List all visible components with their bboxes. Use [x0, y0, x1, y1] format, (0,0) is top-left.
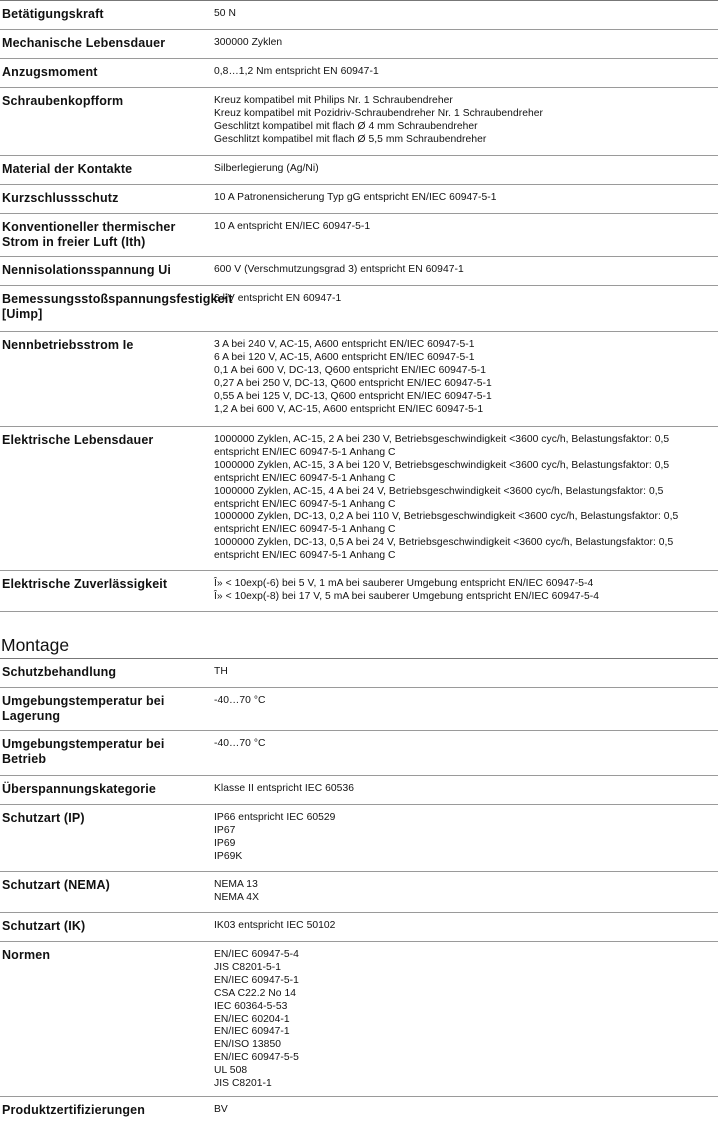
- spec-value-line: 0,8…1,2 Nm entspricht EN 60947-1: [214, 66, 379, 77]
- spec-value-line: Kreuz kompatibel mit Philips Nr. 1 Schraubendreher: [214, 95, 453, 106]
- spec-value-line: entspricht EN/IEC 60947-5-1 Anhang C: [214, 550, 396, 562]
- spec-row: [0, 687, 718, 730]
- spec-value: [214, 8, 716, 21]
- spec-row: [0, 87, 718, 155]
- spec-label: Nennbetriebsstrom Ie: [2, 338, 134, 352]
- spec-value-line: CSA C22.2 No 14: [214, 987, 297, 999]
- spec-row: [0, 871, 718, 912]
- spec-row: [0, 155, 718, 184]
- spec-value: [214, 738, 716, 751]
- spec-value-line: -40…70 °C: [214, 738, 266, 749]
- spec-label: Mechanische Lebensdauer: [2, 36, 166, 50]
- spec-label: Umgebungstemperatur bei Betrieb: [2, 737, 165, 766]
- spec-label: Nennisolationsspannung Ui: [2, 263, 172, 277]
- spec-label: Normen: [2, 948, 51, 962]
- spec-value: [214, 783, 716, 796]
- spec-value-line: 0,27 A bei 250 V, DC-13, Q600 entspricht EN/IEC 60947-5-1: [214, 377, 492, 389]
- spec-row: [0, 775, 718, 804]
- spec-value-line: 50 N: [214, 8, 236, 19]
- spec-row: [0, 1096, 718, 1121]
- spec-value-line: JIS C8201-1: [214, 1078, 272, 1090]
- spec-value: [214, 66, 716, 79]
- spec-value-line: 1000000 Zyklen, AC-15, 4 A bei 24 V, Betriebsgeschwindigkeit <3600 cyc/h, Belastungsfaktor: 0,5: [214, 485, 664, 497]
- spec-row: [0, 912, 718, 941]
- spec-value-line: 1,2 A bei 600 V, AC-15, A600 entspricht EN/IEC 60947-5-1: [214, 403, 484, 415]
- spec-value-line: IEC 60364-5-53: [214, 1000, 288, 1012]
- spec-row: [0, 658, 718, 687]
- spec-value-line: EN/IEC 60947-5-1: [214, 974, 299, 986]
- spec-value-line: 6 kV entspricht EN 60947-1: [214, 293, 342, 304]
- spec-value-line: 1000000 Zyklen, AC-15, 3 A bei 120 V, Betriebsgeschwindigkeit <3600 cyc/h, Belastungsfaktor: 0,5: [214, 459, 670, 471]
- spec-value-line: 10 A Patronensicherung Typ gG entspricht EN/IEC 60947-5-1: [214, 192, 497, 203]
- spec-row: [0, 730, 718, 775]
- spec-value: [214, 339, 716, 416]
- spec-value: [214, 666, 716, 679]
- spec-value-line: IP67: [214, 824, 236, 836]
- spec-value-line: entspricht EN/IEC 60947-5-1 Anhang C: [214, 524, 396, 536]
- spec-value-line: UL 508: [214, 1065, 248, 1077]
- spec-label: Elektrische Zuverlässigkeit: [2, 577, 168, 591]
- spec-row: [0, 804, 718, 871]
- spec-value-line: entspricht EN/IEC 60947-5-1 Anhang C: [214, 472, 396, 484]
- spec-value-line: EN/IEC 60947-1: [214, 1026, 290, 1038]
- spec-row: [0, 184, 718, 213]
- spec-label: Schraubenkopfform: [2, 94, 124, 108]
- spec-value-line: IK03 entspricht IEC 50102: [214, 920, 336, 931]
- spec-value-line: NEMA 13: [214, 879, 258, 890]
- spec-label: Kurzschlussschutz: [2, 191, 119, 205]
- spec-label: Schutzart (NEMA): [2, 878, 110, 892]
- spec-label: Konventioneller thermischer Strom in freier Luft (Ith): [2, 220, 176, 249]
- spec-value-line: entspricht EN/IEC 60947-5-1 Anhang C: [214, 446, 396, 458]
- spec-value: [214, 192, 716, 205]
- spec-row: [0, 213, 718, 256]
- spec-value: [214, 949, 716, 1091]
- spec-row: [0, 570, 718, 612]
- spec-value-line: -40…70 °C: [214, 695, 266, 706]
- spec-row: [0, 941, 718, 1096]
- spec-value-line: 6 A bei 120 V, AC-15, A600 entspricht EN/IEC 60947-5-1: [214, 351, 475, 363]
- spec-value-line: Silberlegierung (Ag/Ni): [214, 163, 319, 174]
- spec-value-line: IP69K: [214, 850, 243, 862]
- spec-value-line: IP69: [214, 837, 236, 849]
- spec-label: Anzugsmoment: [2, 65, 98, 79]
- spec-value-line: EN/IEC 60204-1: [214, 1013, 290, 1025]
- spec-value: [214, 293, 716, 306]
- spec-value-line: 3 A bei 240 V, AC-15, A600 entspricht EN/IEC 60947-5-1: [214, 339, 475, 350]
- spec-label: Material der Kontakte: [2, 162, 133, 176]
- spec-value-line: Î» < 10exp(-6) bei 5 V, 1 mA bei sauberer Umgebung entspricht EN/IEC 60947-5-4: [214, 578, 594, 589]
- spec-value: [214, 221, 716, 234]
- spec-row: [0, 426, 718, 570]
- spec-label: Betätigungskraft: [2, 7, 104, 21]
- spec-value-line: 1000000 Zyklen, DC-13, 0,2 A bei 110 V, Betriebsgeschwindigkeit <3600 cyc/h, Belastungsfaktor: 0,5: [214, 511, 679, 523]
- spec-value: [214, 37, 716, 50]
- spec-label: Bemessungsstoßspannungsfestigkeit [Uimp]: [2, 292, 233, 321]
- spec-value: [214, 812, 716, 864]
- spec-value-line: entspricht EN/IEC 60947-5-1 Anhang C: [214, 498, 396, 510]
- spec-label: Produktzertifizierungen: [2, 1103, 146, 1117]
- spec-value: [214, 264, 716, 277]
- spec-row: [0, 331, 718, 426]
- spec-value-line: Geschlitzt kompatibel mit flach Ø 4 mm Schraubendreher: [214, 120, 478, 132]
- spec-value-line: Klasse II entspricht IEC 60536: [214, 783, 355, 794]
- spec-value: [214, 920, 716, 933]
- spec-value-line: 1000000 Zyklen, AC-15, 2 A bei 230 V, Betriebsgeschwindigkeit <3600 cyc/h, Belastungsfaktor: 0,5: [214, 434, 670, 445]
- spec-label: Überspannungskategorie: [2, 782, 157, 796]
- spec-row: [0, 0, 718, 29]
- spec-value: [214, 434, 716, 563]
- spec-label: Schutzart (IP): [2, 811, 85, 825]
- spec-value-line: EN/IEC 60947-5-4: [214, 949, 299, 960]
- spec-value: [214, 95, 716, 147]
- spec-value-line: NEMA 4X: [214, 891, 259, 903]
- spec-value: [214, 879, 716, 905]
- spec-row: [0, 256, 718, 285]
- section-title: Montage: [1, 635, 70, 655]
- spec-value-line: 600 V (Verschmutzungsgrad 3) entspricht EN 60947-1: [214, 264, 464, 275]
- spec-value: [214, 578, 716, 604]
- spec-value-line: 1000000 Zyklen, DC-13, 0,5 A bei 24 V, Betriebsgeschwindigkeit <3600 cyc/h, Belastungsfaktor: 0,5: [214, 537, 674, 549]
- spec-value-line: 300000 Zyklen: [214, 37, 283, 48]
- spec-value-line: 10 A entspricht EN/IEC 60947-5-1: [214, 221, 371, 232]
- spec-value-line: Î» < 10exp(-8) bei 17 V, 5 mA bei sauberer Umgebung entspricht EN/IEC 60947-5-4: [214, 590, 600, 602]
- spec-value-line: 0,55 A bei 125 V, DC-13, Q600 entspricht EN/IEC 60947-5-1: [214, 390, 492, 402]
- spec-label: Umgebungstemperatur bei Lagerung: [2, 694, 165, 723]
- spec-label: Schutzbehandlung: [2, 665, 117, 679]
- spec-value-line: EN/ISO 13850: [214, 1039, 281, 1051]
- spec-value: [214, 1104, 716, 1117]
- spec-value: [214, 695, 716, 708]
- spec-row: [0, 58, 718, 87]
- spec-value-line: BV: [214, 1104, 228, 1115]
- spec-value-line: Geschlitzt kompatibel mit flach Ø 5,5 mm Schraubendreher: [214, 133, 487, 145]
- spec-value-line: TH: [214, 666, 228, 677]
- spec-label: Elektrische Lebensdauer: [2, 433, 154, 447]
- spec-value-line: EN/IEC 60947-5-5: [214, 1052, 299, 1064]
- spec-value-line: Kreuz kompatibel mit Pozidriv-Schraubendreher Nr. 1 Schraubendreher: [214, 107, 544, 119]
- spec-row: [0, 29, 718, 58]
- spec-value-line: 0,1 A bei 600 V, DC-13, Q600 entspricht EN/IEC 60947-5-1: [214, 364, 487, 376]
- spec-label: Schutzart (IK): [2, 919, 86, 933]
- spec-row: [0, 285, 718, 331]
- spec-value-line: IP66 entspricht IEC 60529: [214, 812, 336, 823]
- spec-value: [214, 163, 716, 176]
- spec-value-line: JIS C8201-5-1: [214, 961, 282, 973]
